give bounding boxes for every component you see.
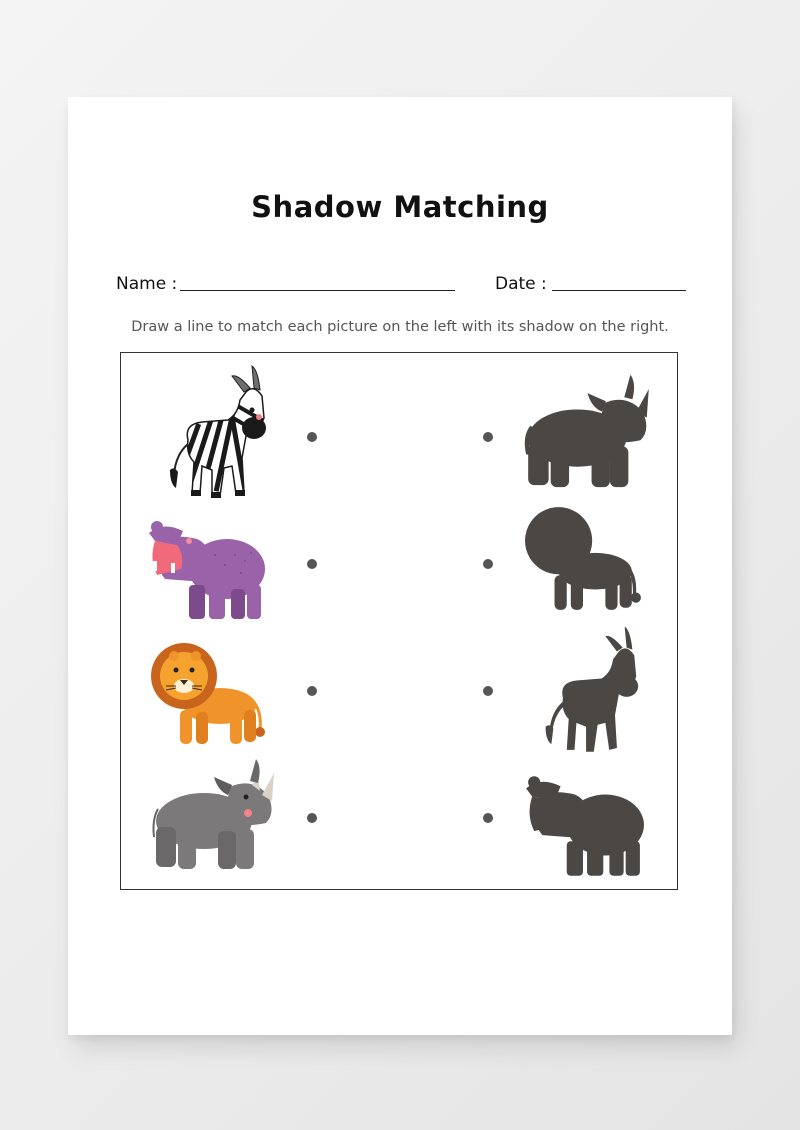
left-dot-1[interactable] [307,432,317,442]
left-dot-3[interactable] [307,686,317,696]
left-dot-2[interactable] [307,559,317,569]
hippo-picture [145,515,267,625]
name-label: Name : [116,274,178,294]
name-line[interactable] [180,290,455,291]
zebra-shadow [534,620,642,765]
hippo-shadow [522,770,646,882]
right-dot-1[interactable] [483,432,493,442]
lion-picture [148,638,268,750]
date-label: Date : [495,274,547,294]
rhino-shadow [520,372,658,494]
instructions-text: Draw a line to match each picture on the left with its shadow on the right. [131,319,669,335]
lion-shadow [522,502,644,616]
left-dot-4[interactable] [307,813,317,823]
zebra-picture [158,362,270,507]
date-line[interactable] [552,290,686,291]
right-dot-2[interactable] [483,559,493,569]
right-dot-4[interactable] [483,813,493,823]
rhino-picture [148,757,283,875]
worksheet-title: Shadow Matching [251,190,549,224]
right-dot-3[interactable] [483,686,493,696]
